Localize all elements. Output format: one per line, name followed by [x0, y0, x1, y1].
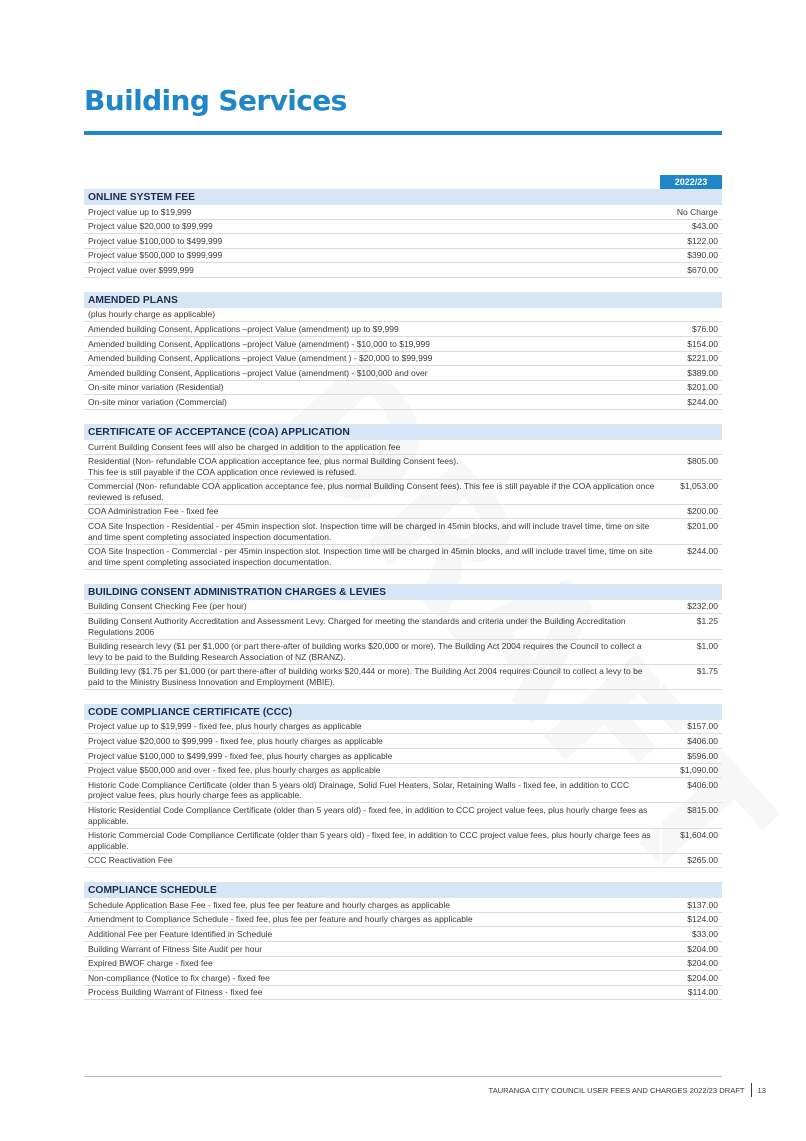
- fee-amount: $1,090.00: [660, 764, 722, 778]
- fee-description: Project value $100,000 to $499,999: [88, 235, 223, 246]
- fee-row: [84, 898, 722, 913]
- fee-row: [84, 600, 722, 615]
- fee-row: [84, 220, 722, 235]
- fee-amount: $670.00: [660, 263, 722, 277]
- fee-row: [84, 545, 722, 570]
- fee-amount: $221.00: [660, 352, 722, 366]
- fee-row: [84, 395, 722, 410]
- fee-row: [84, 927, 722, 942]
- section-heading: AMENDED PLANS: [84, 292, 722, 308]
- fee-description: Project value $100,000 to $499,999 - fixed fee, plus hourly charges as applicable: [88, 750, 393, 761]
- year-header: [84, 175, 722, 189]
- section-heading: COMPLIANCE SCHEDULE: [84, 882, 722, 898]
- fee-amount: $390.00: [660, 249, 722, 263]
- fee-description: Project value $500,000 and over - fixed fee, plus hourly charges as applicable: [88, 765, 381, 776]
- fee-row: [84, 519, 722, 544]
- page-title: Building Services: [84, 84, 347, 117]
- fee-amount: $33.00: [660, 927, 722, 941]
- fee-amount: $232.00: [660, 600, 722, 614]
- fee-row: [84, 352, 722, 367]
- fee-description: COA Administration Fee - fixed fee: [88, 506, 219, 517]
- fee-amount: $76.00: [660, 322, 722, 336]
- title-underline: [84, 131, 722, 135]
- section-heading: CODE COMPLIANCE CERTIFICATE (CCC): [84, 704, 722, 720]
- fee-description: COA Site Inspection - Commercial - per 45min inspection slot. Inspection time will be charged in 45min blocks, and will include travel time, time on site and time spent completing associated inspection documentation.: [88, 546, 653, 567]
- fee-description: Amended building Consent, Applications –project Value (amendment) up to $9,999: [88, 324, 399, 335]
- fee-row: [84, 720, 722, 735]
- fee-amount: $815.00: [660, 803, 722, 827]
- section-heading: BUILDING CONSENT ADMINISTRATION CHARGES & LEVIES: [84, 584, 722, 600]
- footer-separator: [751, 1083, 752, 1097]
- fee-row: [84, 749, 722, 764]
- fee-row: [84, 971, 722, 986]
- fee-amount: $244.00: [660, 545, 722, 569]
- fee-row: [84, 957, 722, 972]
- fee-row: [84, 381, 722, 396]
- fee-amount: [660, 440, 722, 454]
- fee-description: On-site minor variation (Residential): [88, 382, 224, 393]
- fee-description: Building Consent Checking Fee (per hour): [88, 601, 247, 612]
- fee-description: Building Warrant of Fitness Site Audit per hour: [88, 943, 263, 954]
- fee-row: [84, 614, 722, 639]
- fee-row: [84, 764, 722, 779]
- fee-row: [84, 263, 722, 278]
- year-column-header: 2022/23: [660, 175, 722, 189]
- fee-description: Current Building Consent fees will also be charged in addition to the application fee: [88, 441, 401, 452]
- fee-description: Project value $20,000 to $99,999: [88, 221, 213, 232]
- fee-description: CCC Reactivation Fee: [88, 855, 173, 866]
- fee-amount: $200.00: [660, 505, 722, 519]
- fee-amount: $1,604.00: [660, 829, 722, 853]
- fee-amount: $805.00: [660, 455, 722, 479]
- fee-description: (plus hourly charge as applicable): [88, 309, 216, 320]
- fees-table: [84, 175, 722, 1000]
- fee-description: Amended building Consent, Applications –project Value (amendment ) - $20,000 to $99,999: [88, 353, 433, 364]
- fee-row: [84, 829, 722, 854]
- fee-amount: [660, 308, 722, 322]
- fee-description: Project value $20,000 to $99,999 - fixed fee, plus hourly charges as applicable: [88, 736, 383, 747]
- fee-amount: $596.00: [660, 749, 722, 763]
- fee-row: [84, 640, 722, 665]
- fee-description: Residential (Non- refundable COA application acceptance fee, plus normal Building Consent fees). This fee is still payable if the COA application once reviewed is refused.: [88, 456, 459, 477]
- fee-row: [84, 942, 722, 957]
- fee-amount: $204.00: [660, 942, 722, 956]
- fee-amount: $43.00: [660, 220, 722, 234]
- fee-row: [84, 778, 722, 803]
- section-heading: CERTIFICATE OF ACCEPTANCE (COA) APPLICATION: [84, 424, 722, 440]
- fee-amount: $154.00: [660, 337, 722, 351]
- fee-description: Amendment to Compliance Schedule - fixed fee, plus fee per feature and hourly charges as applicable: [88, 914, 473, 925]
- fee-amount: $406.00: [660, 734, 722, 748]
- fee-row: [84, 480, 722, 505]
- fee-row: [84, 249, 722, 264]
- fee-description: Additional Fee per Feature Identified in Schedule: [88, 929, 273, 940]
- fee-description: Project value over $999,999: [88, 264, 194, 275]
- fee-description: Historic Residential Code Compliance Certificate (older than 5 years old) - fixed fee, in addition to CCC project value fees, plus hourly charge fees as applicable.: [88, 804, 648, 826]
- fee-row: [84, 734, 722, 749]
- fee-amount: $201.00: [660, 381, 722, 395]
- fee-amount: $204.00: [660, 971, 722, 985]
- footer-text: TAURANGA CITY COUNCIL USER FEES AND CHARGES 2022/23 DRAFT: [488, 1085, 745, 1095]
- fee-description: Commercial (Non- refundable COA application acceptance fee, plus normal Building Consent fees). This fee is still payable if the COA application once reviewed is refused.: [88, 481, 655, 502]
- fee-description: Project value $500,000 to $999,999: [88, 250, 223, 261]
- fee-amount: No Charge: [660, 205, 722, 219]
- fee-description: Amended building Consent, Applications –project Value (amendment) - $100,000 and over: [88, 367, 428, 378]
- fee-row: [84, 440, 722, 455]
- fee-description: Amended building Consent, Applications –project Value (amendment) - $10,000 to $19,999: [88, 338, 430, 349]
- fee-row: [84, 366, 722, 381]
- fee-amount: $1,053.00: [660, 480, 722, 504]
- fee-description: Non-compliance (Notice to fix charge) - fixed fee: [88, 972, 270, 983]
- section-heading: ONLINE SYSTEM FEE: [84, 189, 722, 205]
- fee-description: On-site minor variation (Commercial): [88, 396, 227, 407]
- fee-row: [84, 986, 722, 1001]
- fee-row: [84, 308, 722, 323]
- fee-row: [84, 665, 722, 690]
- fee-amount: $201.00: [660, 519, 722, 543]
- fee-description: Process Building Warrant of Fitness - fixed fee: [88, 987, 263, 998]
- page-number: 13: [757, 1085, 766, 1095]
- fee-row: [84, 913, 722, 928]
- fee-amount: $157.00: [660, 720, 722, 734]
- fee-row: [84, 854, 722, 869]
- fee-amount: $124.00: [660, 913, 722, 927]
- fee-description: Building Consent Authority Accreditation and Assessment Levy. Charged for meeting the standards and criteria under the Building Accreditation Regulations 2006: [88, 615, 626, 637]
- fee-row: [84, 455, 722, 480]
- fee-amount: $389.00: [660, 366, 722, 380]
- fee-amount: $1.00: [660, 640, 722, 664]
- fee-description: COA Site Inspection - Residential - per 45min inspection slot. Inspection time will be charged in 45min blocks, and will include travel time, time on site and time spent completing associated inspection documentation.: [88, 521, 650, 542]
- fee-amount: $1.75: [660, 665, 722, 689]
- fee-amount: $122.00: [660, 234, 722, 248]
- footer-divider: [84, 1076, 722, 1077]
- fee-amount: $265.00: [660, 854, 722, 868]
- page-footer: [489, 1083, 766, 1097]
- fee-description: Schedule Application Base Fee - fixed fee, plus fee per feature and hourly charges as applicable: [88, 899, 450, 910]
- fee-row: [84, 337, 722, 352]
- fee-row: [84, 205, 722, 220]
- fee-amount: $1.25: [660, 614, 722, 638]
- fee-amount: $204.00: [660, 957, 722, 971]
- fee-description: Building levy ($1.75 per $1,000 (or part there-after of building works $20,444 or more). The Building Act 2004 requires Council to collect a levy to be paid to the Ministry Business Innovation and Employment (MBIE).: [88, 666, 643, 687]
- fee-amount: $406.00: [660, 778, 722, 802]
- fee-description: Expired BWOF charge - fixed fee: [88, 958, 213, 969]
- fee-row: [84, 322, 722, 337]
- fee-row: [84, 505, 722, 520]
- fee-description: Project value up to $19,999 - fixed fee, plus hourly charges as applicable: [88, 721, 362, 732]
- fee-amount: $244.00: [660, 395, 722, 409]
- fee-amount: $137.00: [660, 898, 722, 912]
- fee-description: Building research levy ($1 per $1,000 (or part there-after of building works $20,000 or more). The Building Act 2004 requires the Council to collect a levy to be paid to the Building Research Association of NZ (BRANZ).: [88, 641, 642, 662]
- fee-amount: $114.00: [660, 986, 722, 1000]
- fee-row: [84, 234, 722, 249]
- fee-row: [84, 803, 722, 828]
- fee-description: Historic Commercial Code Compliance Certificate (older than 5 years old) - fixed fee, in addition to CCC project value fees, plus hourly charge fees as applicable.: [88, 830, 651, 851]
- fee-description: Project value up to $19,999: [88, 206, 192, 217]
- fee-description: Historic Code Compliance Certificate (older than 5 years old) Drainage, Solid Fuel Heaters, Solar, Retaining Walls - fixed fee, in addition to CCC project value fees, plus hourly charge fees as applicable.: [88, 779, 630, 801]
